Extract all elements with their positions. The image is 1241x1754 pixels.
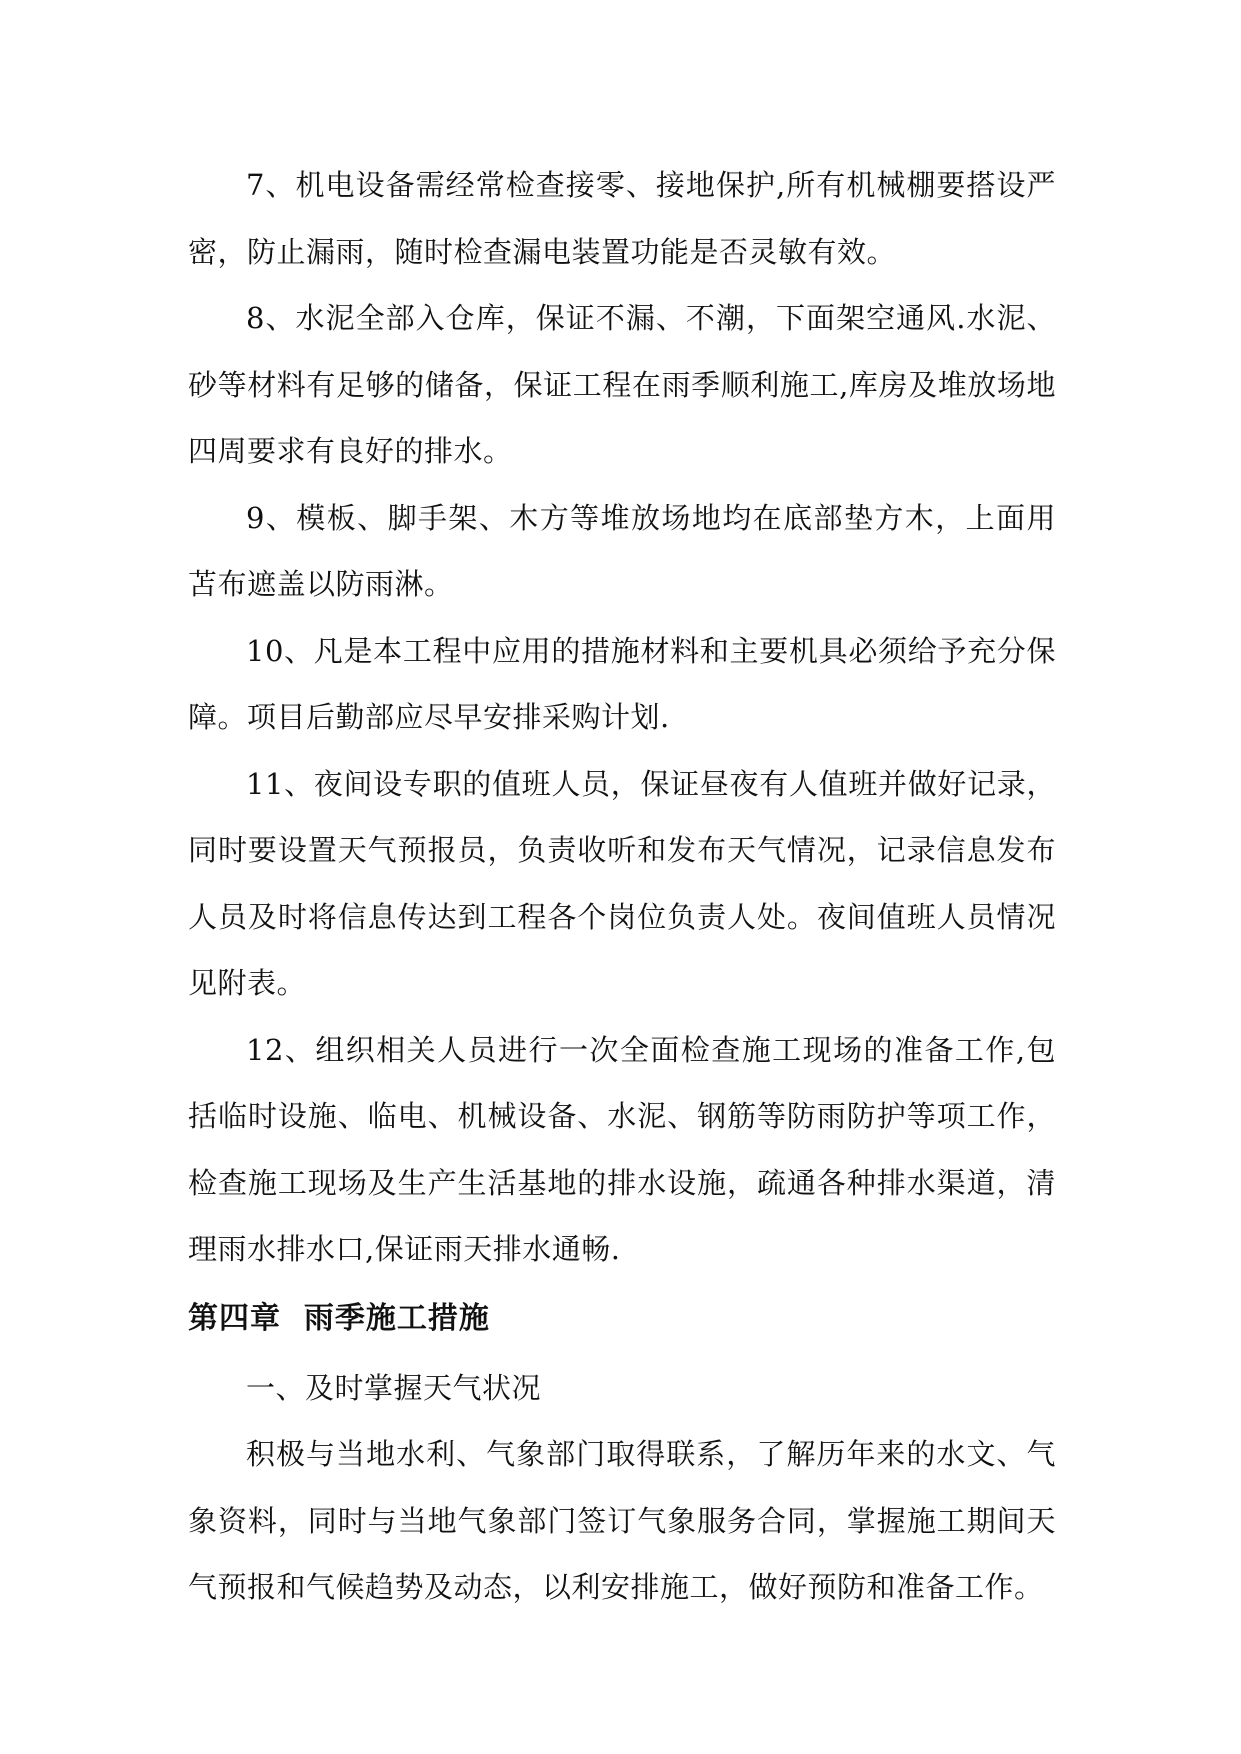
chapter-heading: 第四章 雨季施工措施 bbox=[188, 1300, 490, 1336]
paragraph-item-9: 9、模板、脚手架、木方等堆放场地均在底部垫方木，上面用苫布遮盖以防雨淋。 bbox=[188, 500, 1056, 601]
paragraph-item-7: 7、机电设备需经常检查接零、接地保护,所有机械棚要搭设严密，防止漏雨，随时检查漏电装置功能是否灵敏有效。 bbox=[188, 168, 1056, 269]
paragraph-item-11: 11、夜间设专职的值班人员，保证昼夜有人值班并做好记录，同时要设置天气预报员，负责收听和发布天气情况，记录信息发布人员及时将信息传达到工程各个岗位负责人处。夜间值班人员情况见附表。 bbox=[188, 766, 1056, 1000]
paragraph-item-8: 8、水泥全部入仓库，保证不漏、不潮，下面架空通风.水泥、砂等材料有足够的储备，保证工程在雨季顺利施工,库房及堆放场地四周要求有良好的排水。 bbox=[188, 301, 1056, 468]
document-page bbox=[188, 152, 1056, 1621]
paragraph-weather: 积极与当地水利、气象部门取得联系，了解历年来的水文、气象资料，同时与当地气象部门签订气象服务合同，掌握施工期间天气预报和气候趋势及动态，以利安排施工，做好预防和准备工作。 bbox=[188, 1437, 1056, 1604]
paragraph-item-12: 12、组织相关人员进行一次全面检查施工现场的准备工作,包括临时设施、临电、机械设备、水泥、钢筋等防雨防护等项工作，检查施工现场及生产生活基地的排水设施，疏通各种排水渠道，清理雨水排水口,保证雨天排水通畅. bbox=[188, 1032, 1056, 1266]
paragraph-item-10: 10、凡是本工程中应用的措施材料和主要机具必须给予充分保障。项目后勤部应尽早安排采购计划. bbox=[188, 633, 1056, 734]
section-heading: 一、及时掌握天气状况 bbox=[246, 1370, 542, 1405]
